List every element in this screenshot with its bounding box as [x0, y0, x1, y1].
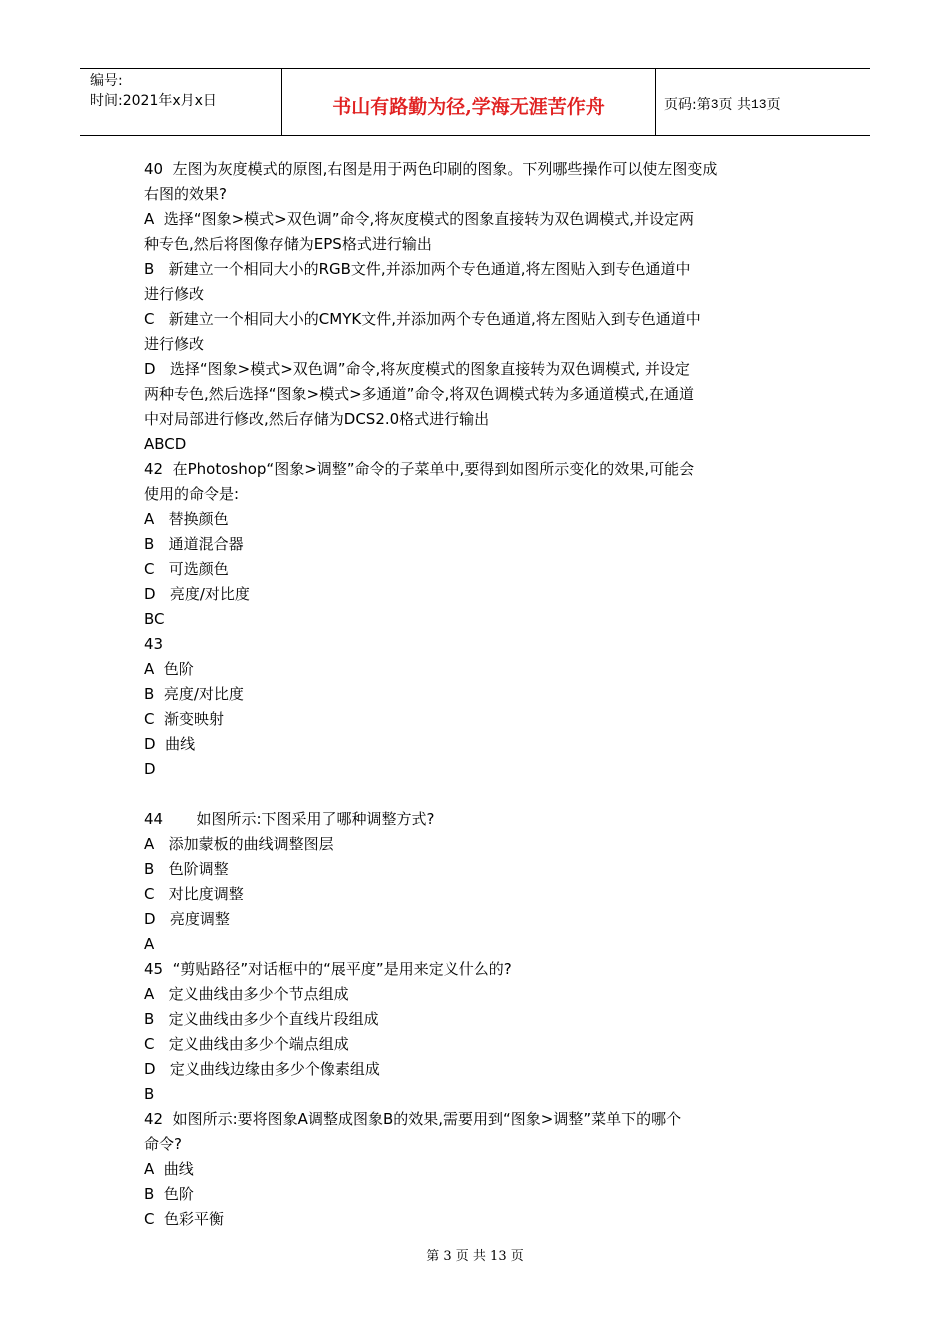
- text-line: A 替换颜色: [144, 510, 229, 528]
- text-line: D 亮度调整: [144, 910, 230, 928]
- text-line: C 可选颜色: [144, 560, 229, 578]
- text-line: 命令?: [144, 1135, 182, 1153]
- page-label-prefix: 页码:第: [664, 97, 711, 113]
- text-line: 使用的命令是:: [144, 485, 240, 503]
- page-suffix: 页: [766, 97, 781, 113]
- text-line: C 色彩平衡: [144, 1210, 225, 1228]
- document-body: [144, 157, 814, 1232]
- page-footer: 第 3 页 共 13 页: [426, 1249, 524, 1264]
- text-line: B 色阶调整: [144, 860, 229, 878]
- header-page-number: [656, 69, 870, 135]
- text-line: A 定义曲线由多少个节点组成: [144, 985, 349, 1003]
- text-line: 中对局部进行修改,然后存储为DCS2.0格式进行输出: [144, 410, 490, 428]
- text-line: B 定义曲线由多少个直线片段组成: [144, 1010, 379, 1028]
- text-line: 两种专色,然后选择“图象>模式>多通道”命令,将双色调模式转为多通道模式,在通道: [144, 385, 694, 403]
- text-line: C 新建立一个相同大小的CMYK文件,并添加两个专色通道,将左图贴入到专色通道中: [144, 310, 701, 328]
- text-line: C 对比度调整: [144, 885, 244, 903]
- text-line: ABCD: [144, 435, 187, 453]
- text-line: B: [144, 1085, 155, 1103]
- text-line: B 新建立一个相同大小的RGB文件,并添加两个专色通道,将左图贴入到专色通道中: [144, 260, 691, 278]
- text-line: 进行修改: [144, 285, 205, 303]
- text-line: 40 左图为灰度模式的原图,右图是用于两色印刷的图象。下列哪些操作可以使左图变成: [144, 160, 718, 178]
- page-header: [80, 68, 870, 136]
- text-line: A 曲线: [144, 1160, 194, 1178]
- header-meta: [80, 69, 282, 135]
- text-line: 进行修改: [144, 335, 205, 353]
- text-line: C 定义曲线由多少个端点组成: [144, 1035, 349, 1053]
- text-line: D 选择“图象>模式>双色调”命令,将灰度模式的图象直接转为双色调模式, 并设定: [144, 360, 690, 378]
- text-line: 44 如图所示:下图采用了哪种调整方式?: [144, 810, 435, 828]
- page-total: 13: [750, 96, 767, 112]
- text-line: D 曲线: [144, 735, 196, 753]
- text-line: D 亮度/对比度: [144, 585, 250, 603]
- text-line: B 亮度/对比度: [144, 685, 244, 703]
- text-line: 43: [144, 635, 164, 653]
- text-line: [144, 782, 814, 807]
- text-line: 42 如图所示:要将图象A调整成图象B的效果,需要用到“图象>调整”菜单下的哪个: [144, 1110, 682, 1128]
- serial-label: 编号:: [90, 73, 123, 89]
- text-line: B 通道混合器: [144, 535, 244, 553]
- text-line: 45 “剪贴路径”对话框中的“展平度”是用来定义什么的?: [144, 960, 512, 978]
- date-label: 时间:2021年x月x日: [90, 93, 217, 109]
- text-line: BC: [144, 610, 165, 628]
- page-mid: 页 共: [718, 97, 751, 113]
- text-line: D 定义曲线边缘由多少个像素组成: [144, 1060, 380, 1078]
- text-line: D: [144, 760, 156, 778]
- text-line: 42 在Photoshop“图象>调整”命令的子菜单中,要得到如图所示变化的效果,可能会: [144, 460, 695, 478]
- text-line: 右图的效果?: [144, 185, 227, 203]
- text-line: A: [144, 935, 155, 953]
- text-line: 种专色,然后将图像存储为EPS格式进行输出: [144, 235, 432, 253]
- page-current: 3: [710, 96, 719, 112]
- text-line: A 色阶: [144, 660, 194, 678]
- text-line: A 选择“图象>模式>双色调”命令,将灰度模式的图象直接转为双色调模式,并设定两: [144, 210, 695, 228]
- text-line: A 添加蒙板的曲线调整图层: [144, 835, 334, 853]
- text-line: B 色阶: [144, 1185, 194, 1203]
- header-motto: 书山有路勤为径,学海无涯苦作舟: [282, 69, 656, 135]
- text-line: C 渐变映射: [144, 710, 225, 728]
